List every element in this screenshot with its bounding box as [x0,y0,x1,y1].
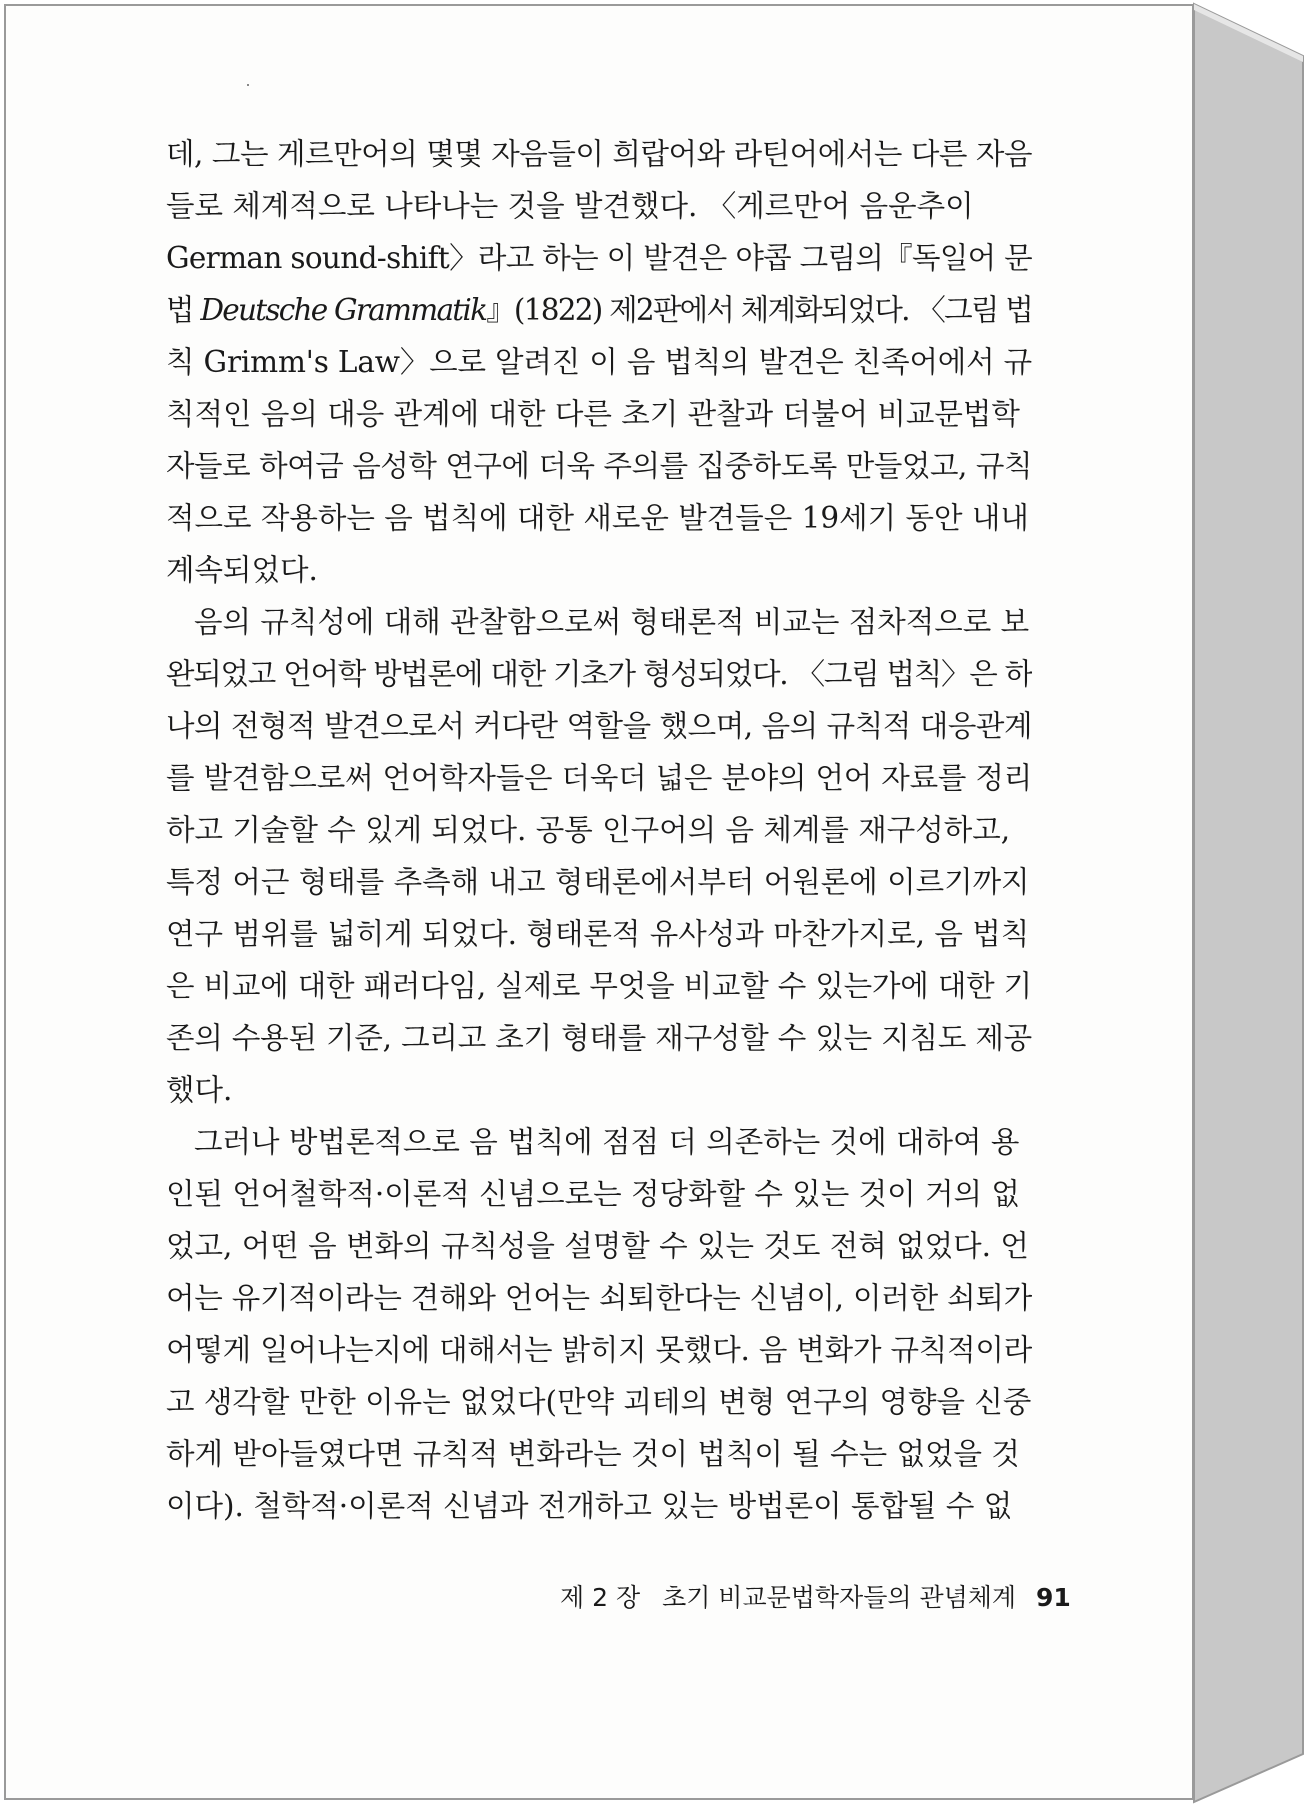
footer-title: 초기 비교문법학자들의 관념체계 [662,1583,1017,1612]
text-line: 연구 범위를 넓히게 되었다. 형태론적 유사성과 마찬가지로, 음 법칙 [166,917,1030,951]
text-line: 자들로 하여금 음성학 연구에 더욱 주의를 집중하도록 만들었고, 규칙 [166,449,1032,483]
text-line: 데, 그는 게르만어의 몇몇 자음들이 희랍어와 라틴어에서는 다른 자음 [166,137,1032,171]
text-line: 칙적인 음의 대응 관계에 대한 다른 초기 관찰과 더불어 비교문법학 [166,397,1020,431]
text-line: 하게 받아들였다면 규칙적 변화라는 것이 법칙이 될 수는 없었을 것 [166,1437,1020,1471]
text-line: 특정 어근 형태를 추측해 내고 형태론에서부터 어원론에 이르기까지 [166,865,1030,899]
text-line: 적으로 작용하는 음 법칙에 대한 새로운 발견들은 19세기 동안 내내 [166,501,1029,535]
body-text [166,128,1032,1532]
text-line: 었고, 어떤 음 변화의 규칙성을 설명할 수 있는 것도 전혀 없었다. 언 [166,1229,1029,1263]
page-footer [560,1578,1071,1614]
text-line: 계속되었다. [166,553,318,587]
text-line: 어는 유기적이라는 견해와 언어는 쇠퇴한다는 신념이, 이러한 쇠퇴가 [166,1281,1032,1315]
text-line: 음의 규칙성에 대해 관찰함으로써 형태론적 비교는 점차적으로 보 [194,605,1030,639]
text-line: 나의 전형적 발견으로서 커다란 역할을 했으며, 음의 규칙적 대응관계 [166,709,1032,743]
text-line: 존의 수용된 기준, 그리고 초기 형태를 재구성할 수 있는 지침도 제공 [166,1021,1032,1055]
text-line: 들로 체계적으로 나타나는 것을 발견했다. 〈게르만어 음운추이 [166,189,974,223]
text-line: 어떻게 일어나는지에 대해서는 밝히지 못했다. 음 변화가 규칙적이라 [166,1333,1032,1367]
text-line: 칙 Grimm's Law〉으로 알려진 이 음 법칙의 발견은 친족어에서 규 [166,345,1032,379]
text-line: 하고 기술할 수 있게 되었다. 공통 인구어의 음 체계를 재구성하고, [166,813,1011,847]
page-number: 91 [1036,1583,1071,1612]
text-line: 이다). 철학적·이론적 신념과 전개하고 있는 방법론이 통합될 수 없 [166,1489,1013,1523]
text-line: 은 비교에 대한 패러다임, 실제로 무엇을 비교할 수 있는가에 대한 기 [166,969,1032,1003]
book-title-italic: Deutsche Grammatik [200,293,487,327]
text-line: 완되었고 언어학 방법론에 대한 기초가 형성되었다. 〈그림 법칙〉은 하 [166,657,1032,691]
text-line: 그러나 방법론적으로 음 법칙에 점점 더 의존하는 것에 대하여 용 [194,1125,1020,1159]
text-line: 법 Deutsche Grammatik』(1822) 제2판에서 체계화되었다. 〈그림 법 [166,293,1032,327]
page-speck [247,84,249,86]
footer-chapter: 제 2 장 [560,1583,641,1612]
text-line: 를 발견함으로써 언어학자들은 더욱더 넓은 분야의 언어 자료를 정리 [166,761,1032,795]
text-line: 인된 언어철학적·이론적 신념으로는 정당화할 수 있는 것이 거의 없 [166,1177,1020,1211]
text-line: German sound-shift〉라고 하는 이 발견은 야콥 그림의『독일어 문 [166,241,1032,275]
text-line: 고 생각할 만한 이유는 없었다(만약 괴테의 변형 연구의 영향을 신중 [166,1385,1032,1419]
text-line: 했다. [166,1073,233,1107]
